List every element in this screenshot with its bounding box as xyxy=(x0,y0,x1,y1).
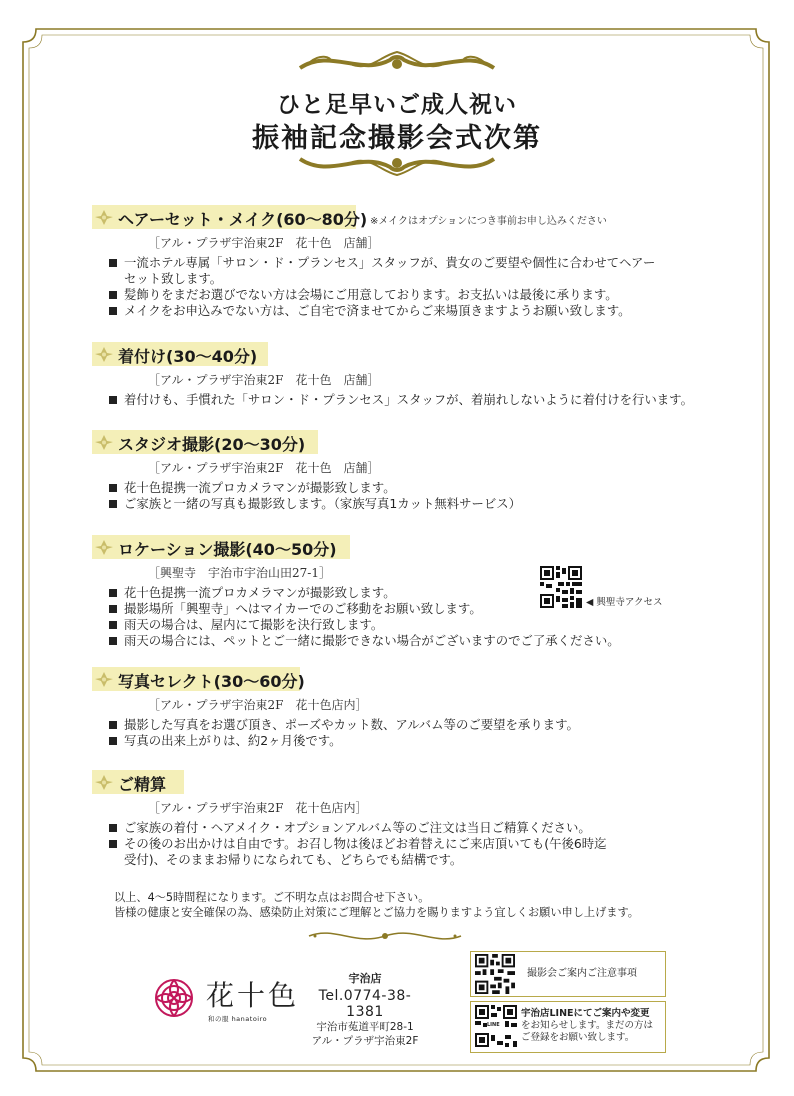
flower-logo-icon xyxy=(152,976,196,1020)
list-item: 一流ホテル専属「サロン・ド・プランセス」スタッフが、貴女のご要望や個性に合わせてヘアー xyxy=(108,255,732,271)
list-item: 花十色提携一流プロカメラマンが撮影致します。 xyxy=(108,585,732,601)
list-item-continuation: 受付)、そのままお帰りになられても、どちらでも結構です。 xyxy=(124,852,463,867)
title-bottom-ornament xyxy=(290,147,504,181)
flower-icon xyxy=(94,208,114,226)
section-hair-makeup xyxy=(92,205,732,319)
flower-icon xyxy=(94,345,114,363)
list-item: 撮影した写真をお選び頂き、ポーズやカット数、アルバム等のご要望を承ります。 xyxy=(108,717,732,733)
footer-ornament xyxy=(305,926,465,946)
section-heading: ヘアーセット・メイク(60〜80分) xyxy=(118,210,368,229)
section-location: ［アル・プラザ宇治東2F 花十色店内］ xyxy=(148,801,368,815)
list-item: その後のお出かけは自由です。お召し物は後ほどお着替えにご来店頂いても(午後6時迄 xyxy=(108,836,732,852)
flower-icon xyxy=(94,670,114,688)
line-qr-box[interactable] xyxy=(470,1001,666,1053)
list-item: 着付けも、手慣れた「サロン・ド・プランセス」スタッフが、着崩れしないように着付けを行います。 xyxy=(108,392,732,408)
section-location: ［アル・プラザ宇治東2F 花十色 店舗］ xyxy=(148,461,380,475)
notice-qr-code[interactable] xyxy=(475,954,515,994)
closing-line-1: 以上、4〜5時間程になります。ご不明な点はお問合せ下さい。 xyxy=(114,891,430,904)
closing-line-2: 皆様の健康と安全確保の為、感染防止対策にご理解とご協力を賜りますよう宜しくお願い申し上げます。 xyxy=(114,906,639,919)
title-line-2: 振袖記念撮影会式次第 xyxy=(252,123,542,154)
top-ornament xyxy=(290,46,504,80)
title-line-1: ひと足早いご成人祝い xyxy=(277,91,517,118)
list-item: 雨天の場合には、ペットとご一緒に撮影できない場合がございますのでご了承ください。 xyxy=(108,633,732,649)
list-item: 雨天の場合は、屋内にて撮影を決行致します。 xyxy=(108,617,732,633)
flower-icon xyxy=(94,538,114,556)
section-kitsuke xyxy=(92,342,732,408)
store-name: 宇治店 xyxy=(348,972,382,985)
flower-icon xyxy=(94,773,114,791)
section-heading: ロケーション撮影(40〜50分) xyxy=(118,540,337,559)
list-item: 写真の出来上がりは、約2ヶ月後です。 xyxy=(108,733,732,749)
koshoji-qr-label: ◀ 興聖寺アクセス xyxy=(586,597,663,608)
list-item: ご家族と一緒の写真も撮影致します。（家族写真1カット無料サービス） xyxy=(108,496,732,512)
section-heading: ご精算 xyxy=(118,775,167,794)
notice-qr-label: 撮影会ご案内ご注意事項 xyxy=(527,968,637,979)
line-notice-line-1: 宇治店LINEにてご案内や変更 xyxy=(521,1008,650,1019)
section-location: ［アル・プラザ宇治東2F 花十色 店舗］ xyxy=(148,236,380,250)
section-photo-select xyxy=(92,667,732,749)
list-item: 髪飾りをまだお選びでない方は会場にご用意しております。お支払いは最後に承ります。 xyxy=(108,287,732,303)
makeup-note: ※メイクはオプションにつき事前お申し込みください xyxy=(370,216,607,227)
list-item: ご家族の着付・ヘアメイク・オプションアルバム等のご注文は当日ご精算ください。 xyxy=(108,820,732,836)
section-heading: スタジオ撮影(20〜30分) xyxy=(118,435,306,454)
section-studio xyxy=(92,430,732,512)
store-address-1: 宇治市菟道平町28-1 xyxy=(316,1021,414,1033)
list-item: 花十色提携一流プロカメラマンが撮影致します。 xyxy=(108,480,732,496)
store-info xyxy=(300,970,430,1048)
section-location: ［興聖寺 宇治市宇治山田27-1］ xyxy=(148,566,331,580)
line-notice-line-2: をお知らせします。まだの方は xyxy=(521,1020,653,1031)
section-heading: 着付け(30〜40分) xyxy=(118,347,258,366)
notice-qr-box[interactable] xyxy=(470,951,666,997)
koshoji-qr-code[interactable] xyxy=(540,566,582,608)
hanatoiro-logo xyxy=(152,970,300,1030)
section-heading: 写真セレクト(30〜60分) xyxy=(118,672,305,691)
list-item: メイクをお申込みでない方は、ご自宅で済ませてからご来場頂きますようお願い致します。 xyxy=(108,303,732,319)
store-tel[interactable]: Tel.0774-38-1381 xyxy=(318,988,412,1020)
section-location-shoot xyxy=(92,535,732,649)
line-notice-line-3: ご登録をお願い致します。 xyxy=(521,1032,635,1043)
section-location: ［アル・プラザ宇治東2F 花十色 店舗］ xyxy=(148,373,380,387)
list-item: 撮影場所「興聖寺」へはマイカーでのご移動をお願い致します。 xyxy=(108,601,732,617)
section-location: ［アル・プラザ宇治東2F 花十色店内］ xyxy=(148,698,368,712)
flower-icon xyxy=(94,433,114,451)
logo-wordmark: 花十色 xyxy=(206,979,300,1012)
store-address-2: アル・プラザ宇治東2F xyxy=(311,1035,419,1047)
logo-subtext: 和の服 hanatoiro xyxy=(208,1015,268,1023)
section-payment xyxy=(92,770,732,868)
line-notice-text xyxy=(521,1008,653,1044)
closing-note xyxy=(114,890,639,920)
line-qr-center-label: LINE xyxy=(487,1022,500,1028)
list-item-continuation: セット致します。 xyxy=(124,271,223,286)
